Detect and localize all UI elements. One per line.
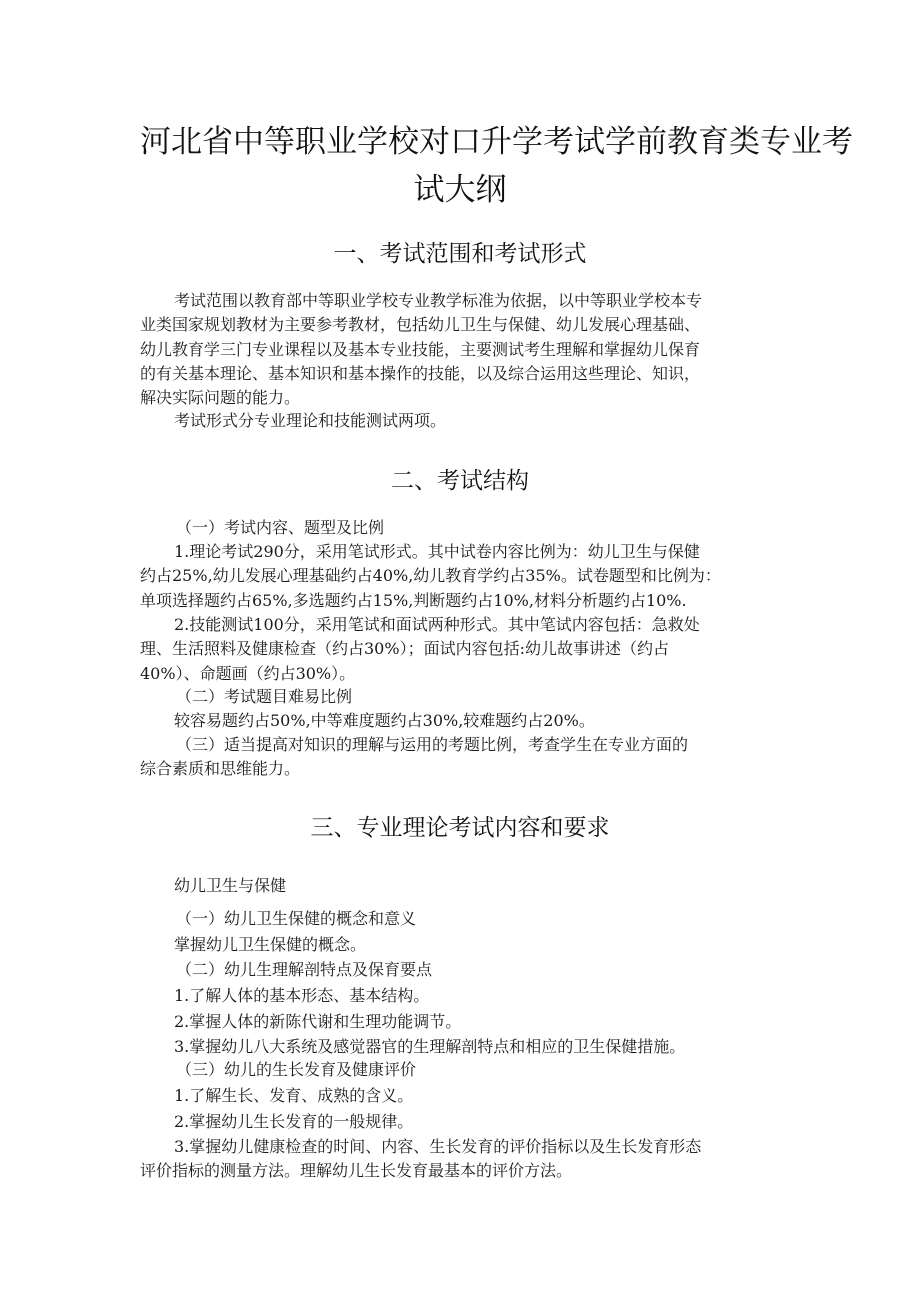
text-line: （三）适当提高对知识的理解与运用的考题比例，考查学生在专业方面的 (176, 735, 689, 754)
text-line: 1.理论考试290分，采用笔试形式。其中试卷内容比例为：幼儿卫生与保健 (174, 542, 700, 561)
text-line: 40%）、命题画（约占30%）。 (140, 663, 356, 683)
subheading-a1: （一）幼儿卫生保健的概念和意义 (176, 909, 417, 928)
subheading-a3: （三）幼儿的生长发育及健康评价 (176, 1060, 417, 1079)
section-1-paragraph-1 (140, 289, 782, 410)
text-line: 考试范围以教育部中等职业学校专业教学标准为依据，以中等职业学校本专 (174, 291, 703, 310)
text-line: 幼儿教育学三门专业课程以及基本专业技能，主要测试考生理解和掌握幼儿保育 (140, 339, 701, 359)
text-line: 的有关基本理论、基本知识和基本操作的技能，以及综合运用这些理论、知识， (140, 363, 701, 383)
section-2-item-1 (140, 540, 782, 613)
title-line-2: 试大纲 (413, 172, 507, 208)
text-line: 3.掌握幼儿健康检查的时间、内容、生长发育的评价指标以及生长发育形态 (174, 1137, 702, 1156)
title-line-1: 河北省中等职业学校对口升学考试学前教育类专业考 (140, 124, 853, 160)
section-2-heading: 二、考试结构 (391, 468, 529, 494)
text-line: 评价指标的测量方法。理解幼儿生长发育最基本的评价方法。 (140, 1161, 573, 1181)
text-line: 2.技能测试100分，采用笔试和面试两种形式。其中笔试内容包括：急救处 (174, 615, 700, 634)
section-2-item-2 (140, 613, 782, 686)
section-1-paragraph-2: 考试形式分专业理论和技能测试两项。 (174, 411, 447, 430)
list-item: 2.掌握幼儿生长发育的一般规律。 (174, 1112, 414, 1131)
document-title (140, 118, 853, 214)
section-2-subheading-1: （一）考试内容、题型及比例 (176, 518, 385, 537)
list-item: 3.掌握幼儿八大系统及感觉器官的生理解剖特点和相应的卫生保健措施。 (174, 1037, 686, 1056)
text-a1: 掌握幼儿卫生保健的概念。 (174, 935, 367, 954)
subheading-a2: （二）幼儿生理解剖特点及保育要点 (176, 960, 433, 979)
text-line: 综合素质和思维能力。 (140, 759, 301, 779)
text-line: 约占25%,幼儿发展心理基础约占40%,幼儿教育学约占35%。试卷题型和比例为： (140, 566, 721, 586)
section-2-subheading-3 (140, 733, 782, 782)
list-item-3 (140, 1135, 782, 1184)
text-line: 解决实际问题的能力。 (140, 388, 301, 408)
text-line: 业类国家规划教材为主要参考教材，包括幼儿卫生与保健、幼儿发展心理基础、 (140, 315, 701, 335)
section-2-subheading-2: （二）考试题目难易比例 (176, 687, 353, 706)
list-item: 1.了解人体的基本形态、基本结构。 (174, 986, 430, 1005)
list-item: 1.了解生长、发育、成熟的含义。 (174, 1086, 414, 1105)
text-line: 理、生活照料及健康检查（约占30%）；面试内容包括:幼儿故事讲述（约占 (140, 639, 669, 659)
list-item: 2.掌握人体的新陈代谢和生理功能调节。 (174, 1012, 462, 1031)
section-1-heading: 一、考试范围和考试形式 (333, 241, 587, 267)
section-3-heading: 三、专业理论考试内容和要求 (310, 815, 610, 841)
text-line: 单项选择题约占65%,多选题约占15%,判断题约占10%,材料分析题约占10%. (140, 590, 687, 610)
course-title: 幼儿卫生与保健 (174, 876, 287, 895)
section-2-difficulty-text: 较容易题约占50%,中等难度题约占30%,较难题约占20%。 (174, 711, 595, 730)
